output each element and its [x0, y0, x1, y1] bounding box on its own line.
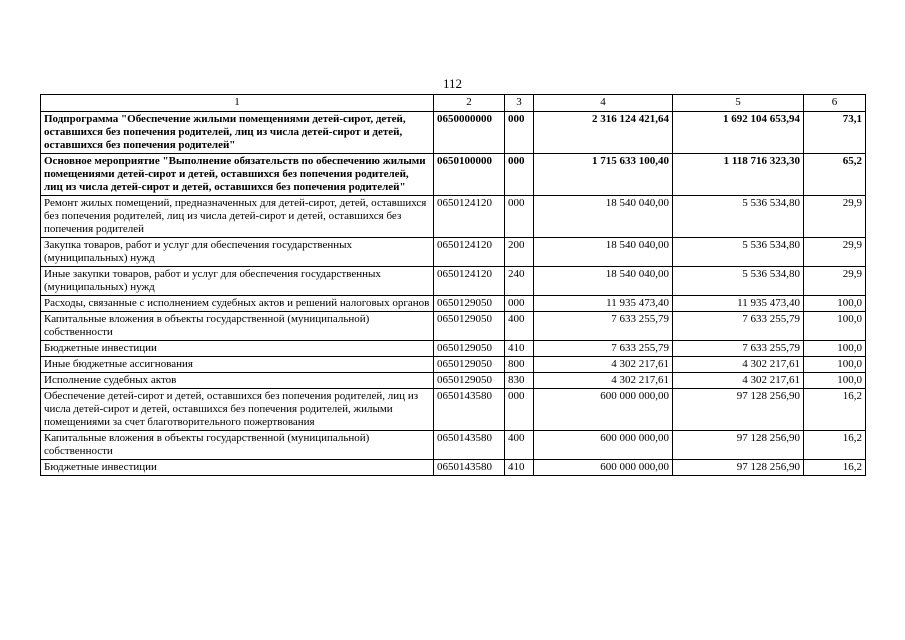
row-percent-cell: 100,0: [804, 341, 866, 357]
row-planned-cell: 11 935 473,40: [534, 296, 673, 312]
table-row: [41, 373, 866, 389]
column-header-3: 3: [505, 95, 534, 112]
row-executed-cell: 7 633 255,79: [673, 312, 804, 341]
row-executed-cell: 97 128 256,90: [673, 389, 804, 431]
row-name-cell: Исполнение судебных актов: [41, 373, 434, 389]
row-planned-cell: 600 000 000,00: [534, 460, 673, 476]
row-code-cell: 0650143580: [434, 460, 505, 476]
table-row: [41, 112, 866, 154]
row-executed-cell: 5 536 534,80: [673, 238, 804, 267]
row-code-cell: 0650129050: [434, 341, 505, 357]
row-percent-cell: 16,2: [804, 389, 866, 431]
row-percent-cell: 29,9: [804, 267, 866, 296]
row-planned-cell: 600 000 000,00: [534, 389, 673, 431]
table-row: [41, 431, 866, 460]
row-code-cell: 0650143580: [434, 389, 505, 431]
header-row: [41, 95, 866, 112]
row-kind-cell: 400: [505, 431, 534, 460]
row-percent-cell: 100,0: [804, 312, 866, 341]
column-header-1: 1: [41, 95, 434, 112]
table-row: [41, 196, 866, 238]
row-percent-cell: 16,2: [804, 460, 866, 476]
row-planned-cell: 2 316 124 421,64: [534, 112, 673, 154]
row-name-cell: Капитальные вложения в объекты государственной (муниципальной) собственности: [41, 431, 434, 460]
row-percent-cell: 16,2: [804, 431, 866, 460]
row-kind-cell: 000: [505, 196, 534, 238]
row-percent-cell: 73,1: [804, 112, 866, 154]
row-kind-cell: 240: [505, 267, 534, 296]
row-code-cell: 0650129050: [434, 373, 505, 389]
row-name-cell: Иные закупки товаров, работ и услуг для обеспечения государственных (муниципальных) нужд: [41, 267, 434, 296]
row-planned-cell: 4 302 217,61: [534, 357, 673, 373]
column-header-4: 4: [534, 95, 673, 112]
table-body: [41, 95, 866, 476]
table-row: [41, 312, 866, 341]
row-kind-cell: 200: [505, 238, 534, 267]
row-kind-cell: 400: [505, 312, 534, 341]
row-executed-cell: 11 935 473,40: [673, 296, 804, 312]
row-code-cell: 0650129050: [434, 312, 505, 341]
row-planned-cell: 18 540 040,00: [534, 267, 673, 296]
row-planned-cell: 7 633 255,79: [534, 341, 673, 357]
row-executed-cell: 7 633 255,79: [673, 341, 804, 357]
row-executed-cell: 1 692 104 653,94: [673, 112, 804, 154]
row-name-cell: Бюджетные инвестиции: [41, 341, 434, 357]
row-executed-cell: 4 302 217,61: [673, 373, 804, 389]
row-planned-cell: 1 715 633 100,40: [534, 154, 673, 196]
row-percent-cell: 100,0: [804, 373, 866, 389]
table-row: [41, 154, 866, 196]
row-code-cell: 0650129050: [434, 357, 505, 373]
table-row: [41, 296, 866, 312]
row-kind-cell: 000: [505, 296, 534, 312]
row-percent-cell: 29,9: [804, 196, 866, 238]
row-kind-cell: 410: [505, 341, 534, 357]
column-header-6: 6: [804, 95, 866, 112]
row-name-cell: Бюджетные инвестиции: [41, 460, 434, 476]
row-executed-cell: 5 536 534,80: [673, 196, 804, 238]
budget-table: [40, 94, 866, 476]
row-executed-cell: 1 118 716 323,30: [673, 154, 804, 196]
row-name-cell: Расходы, связанные с исполнением судебных актов и решений налоговых органов: [41, 296, 434, 312]
row-code-cell: 0650129050: [434, 296, 505, 312]
row-percent-cell: 100,0: [804, 357, 866, 373]
column-header-5: 5: [673, 95, 804, 112]
row-kind-cell: 000: [505, 112, 534, 154]
row-code-cell: 0650124120: [434, 196, 505, 238]
row-name-cell: Закупка товаров, работ и услуг для обеспечения государственных (муниципальных) нужд: [41, 238, 434, 267]
row-planned-cell: 18 540 040,00: [534, 238, 673, 267]
row-name-cell: Капитальные вложения в объекты государственной (муниципальной) собственности: [41, 312, 434, 341]
table-row: [41, 389, 866, 431]
row-kind-cell: 800: [505, 357, 534, 373]
table-row: [41, 460, 866, 476]
table-row: [41, 341, 866, 357]
row-planned-cell: 18 540 040,00: [534, 196, 673, 238]
row-code-cell: 0650124120: [434, 267, 505, 296]
row-name-cell: Ремонт жилых помещений, предназначенных для детей-сирот, детей, оставшихся без попечения родителей, лиц из числа детей-сирот и детей, оставшихся без попечения родителей: [41, 196, 434, 238]
row-planned-cell: 7 633 255,79: [534, 312, 673, 341]
row-name-cell: Обеспечение детей-сирот и детей, оставшихся без попечения родителей, лиц из числа детей-сирот и детей, оставшихся без попечения родителей, жилыми помещениями за счет благотворительного пожертвования: [41, 389, 434, 431]
row-name-cell: Подпрограмма "Обеспечение жилыми помещениями детей-сирот, детей, оставшихся без попечения родителей, лиц из числа детей-сирот и детей, оставшихся без попечения родителей": [41, 112, 434, 154]
table-row: [41, 238, 866, 267]
row-code-cell: 0650143580: [434, 431, 505, 460]
row-code-cell: 0650124120: [434, 238, 505, 267]
table-row: [41, 267, 866, 296]
row-kind-cell: 410: [505, 460, 534, 476]
column-header-2: 2: [434, 95, 505, 112]
row-kind-cell: 000: [505, 389, 534, 431]
row-kind-cell: 000: [505, 154, 534, 196]
row-executed-cell: 5 536 534,80: [673, 267, 804, 296]
row-kind-cell: 830: [505, 373, 534, 389]
row-code-cell: 0650100000: [434, 154, 505, 196]
row-executed-cell: 4 302 217,61: [673, 357, 804, 373]
row-percent-cell: 100,0: [804, 296, 866, 312]
row-executed-cell: 97 128 256,90: [673, 460, 804, 476]
row-planned-cell: 4 302 217,61: [534, 373, 673, 389]
row-code-cell: 0650000000: [434, 112, 505, 154]
row-executed-cell: 97 128 256,90: [673, 431, 804, 460]
row-planned-cell: 600 000 000,00: [534, 431, 673, 460]
page-number: 112: [442, 76, 463, 91]
row-name-cell: Основное мероприятие "Выполнение обязательств по обеспечению жилыми помещениями детей-сирот и детей, оставшихся без попечения родителей, лиц из числа детей-сирот и детей, оставшихся без попечения родителей": [41, 154, 434, 196]
row-percent-cell: 29,9: [804, 238, 866, 267]
table-row: [41, 357, 866, 373]
row-percent-cell: 65,2: [804, 154, 866, 196]
row-name-cell: Иные бюджетные ассигнования: [41, 357, 434, 373]
